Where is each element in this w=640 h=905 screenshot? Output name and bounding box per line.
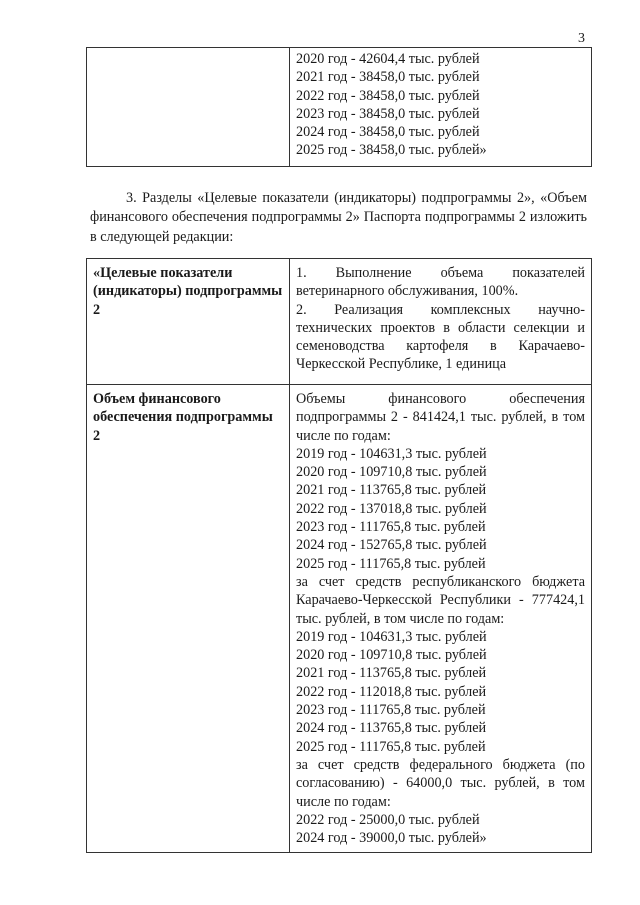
table-row-funding	[87, 385, 592, 853]
label-funding: Объем финансового обеспечения подпрограммы 2	[87, 385, 290, 853]
indicators-cell	[290, 259, 592, 385]
paragraph-text: 3. Разделы «Целевые показатели (индикаторы) подпрограммы 2», «Объем финансового обеспечения подпрограммы 2» Паспорта подпрограммы 2 изложить в следующей редакции:	[90, 190, 587, 245]
indicator-item: 1. Выполнение объема показателей ветеринарного обслуживания, 100%.	[296, 265, 585, 300]
year-line: 2021 год - 113765,8 тыс. рублей	[296, 665, 487, 682]
year-line: 2024 год - 39000,0 тыс. рублей»	[296, 830, 487, 847]
year-line: 2021 год - 113765,8 тыс. рублей	[296, 482, 487, 499]
table-top	[86, 47, 592, 167]
table-row-indicators	[87, 259, 592, 385]
year-line: 2022 год - 25000,0 тыс. рублей	[296, 811, 480, 828]
label-indicators: «Целевые показатели (индикаторы) подпрограммы 2	[87, 259, 290, 385]
year-line: 2020 год - 109710,8 тыс. рублей	[296, 647, 487, 664]
year-line: 2024 год - 113765,8 тыс. рублей	[296, 720, 487, 737]
year-line: 2025 год - 38458,0 тыс. рублей»	[296, 142, 487, 159]
page-number: 3	[578, 31, 585, 46]
year-line: 2022 год - 112018,8 тыс. рублей	[296, 683, 487, 700]
year-line: 2020 год - 109710,8 тыс. рублей	[296, 464, 487, 481]
indicator-item: 2. Реализация комплексных научно-технических проектов в области селекции и семеноводства картофеля в Карачаево-Черкесской Республике, 1 единица	[296, 301, 585, 373]
year-line: 2020 год - 42604,4 тыс. рублей	[296, 51, 480, 67]
year-line: 2023 год - 111765,8 тыс. рублей	[296, 519, 486, 536]
year-line: 2019 год - 104631,3 тыс. рублей	[296, 445, 487, 462]
table-main	[86, 258, 592, 853]
amendment-paragraph	[90, 189, 587, 247]
year-line: 2019 год - 104631,3 тыс. рублей	[296, 628, 487, 645]
funding-cell	[290, 385, 592, 853]
republic-budget-intro: за счет средств республиканского бюджета Карачаево-Черкесской Республики - 777424,1 тыс. рублей, в том числе по годам:	[296, 573, 585, 627]
year-line: 2023 год - 38458,0 тыс. рублей	[296, 105, 480, 122]
year-line: 2023 год - 111765,8 тыс. рублей	[296, 702, 486, 719]
year-line: 2024 год - 152765,8 тыс. рублей	[296, 537, 487, 554]
year-line: 2022 год - 137018,8 тыс. рублей	[296, 500, 487, 517]
table-cell-years	[290, 48, 592, 167]
table-row	[87, 48, 592, 167]
federal-budget-intro: за счет средств федерального бюджета (по согласованию) - 64000,0 тыс. рублей, в том числе по годам:	[296, 756, 585, 810]
table-cell-empty	[87, 48, 290, 167]
year-line: 2025 год - 111765,8 тыс. рублей	[296, 555, 486, 572]
funding-intro: Объемы финансового обеспечения подпрограммы 2 - 841424,1 тыс. рублей, в том числе по годам:	[296, 391, 585, 444]
year-line: 2024 год - 38458,0 тыс. рублей	[296, 124, 480, 141]
year-line: 2021 год - 38458,0 тыс. рублей	[296, 69, 480, 86]
year-line: 2025 год - 111765,8 тыс. рублей	[296, 738, 486, 755]
year-line: 2022 год - 38458,0 тыс. рублей	[296, 87, 480, 104]
